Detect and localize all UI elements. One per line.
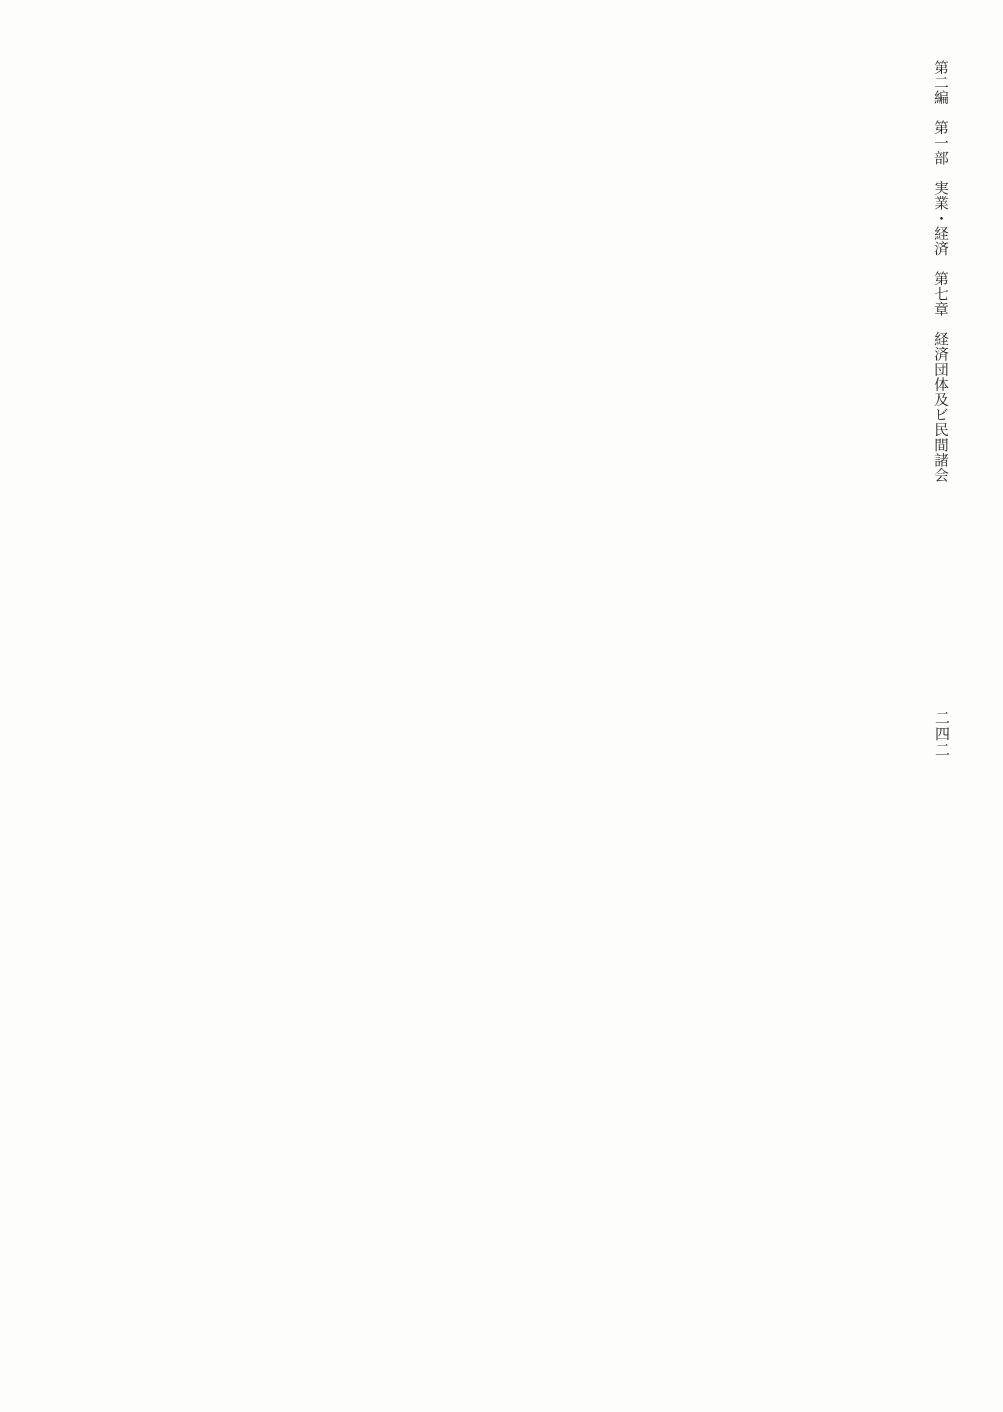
page-number: 二四二 (933, 710, 951, 758)
running-header: 第二編 第一部 実業・経済 第七章 経済団体及ビ民間諸会 (932, 60, 948, 483)
